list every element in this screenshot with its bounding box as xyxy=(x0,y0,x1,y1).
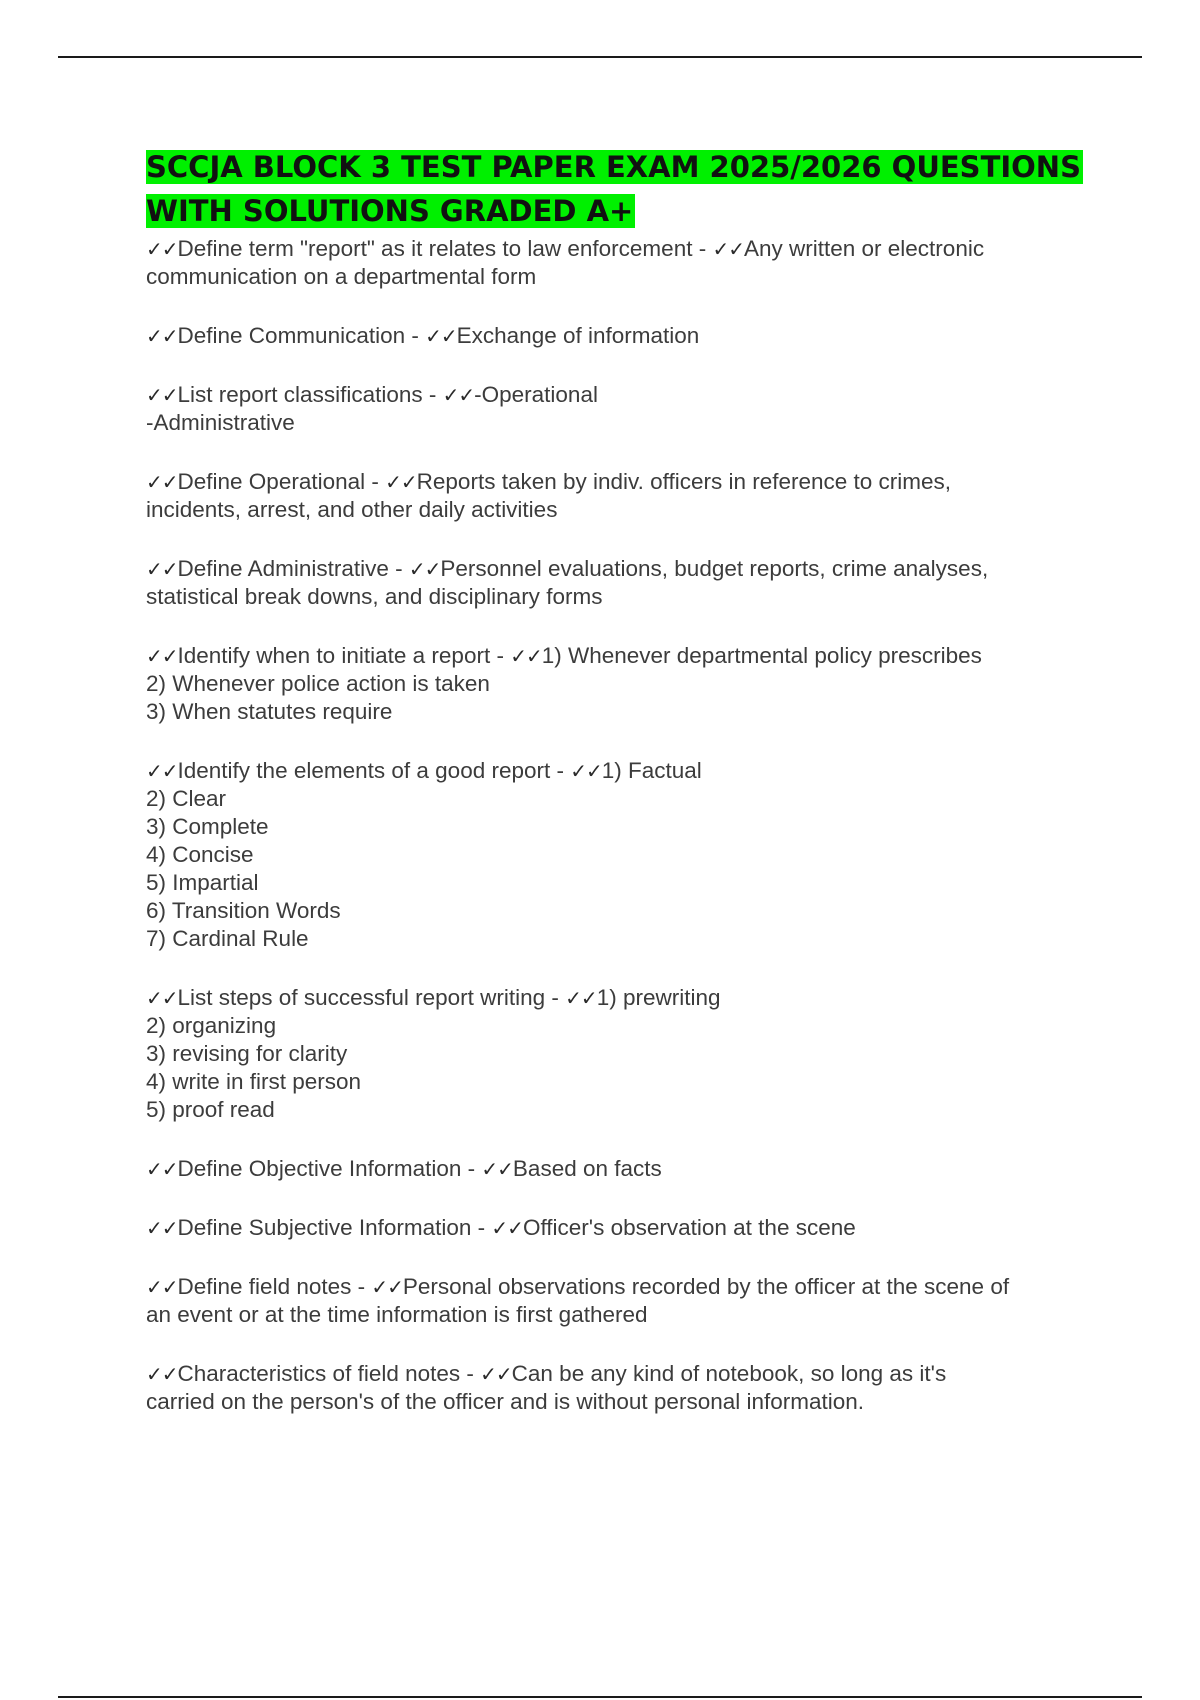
answer-text: Any written or electronic xyxy=(743,236,985,261)
double-check-icon: ✓✓ xyxy=(146,644,178,668)
qa-separator: - xyxy=(351,1274,372,1299)
qa-item xyxy=(146,757,1106,953)
document-body xyxy=(146,145,1106,1447)
double-check-icon: ✓✓ xyxy=(570,759,602,783)
qa-separator: - xyxy=(422,382,443,407)
answer-text: 1) Whenever departmental policy prescribes xyxy=(541,643,982,668)
qa-first-line xyxy=(146,1360,1106,1388)
question-text: Define Administrative xyxy=(177,556,389,581)
double-check-icon: ✓✓ xyxy=(425,324,457,348)
answer-continuation: communication on a departmental form xyxy=(146,264,537,289)
answer-continuation: 4) write in first person xyxy=(146,1069,362,1094)
qa-item xyxy=(146,642,1106,726)
answer-continuation: 2) organizing xyxy=(146,1013,277,1038)
qa-first-line xyxy=(146,757,1106,785)
answer-text: Based on facts xyxy=(512,1156,662,1181)
qa-list xyxy=(146,235,1106,1416)
qa-separator: - xyxy=(550,758,571,783)
qa-separator: - xyxy=(471,1215,492,1240)
double-check-icon: ✓✓ xyxy=(146,986,178,1010)
answer-continuation: -Administrative xyxy=(146,410,295,435)
qa-item xyxy=(146,1273,1106,1329)
double-check-icon: ✓✓ xyxy=(481,1157,513,1181)
qa-item xyxy=(146,322,1106,350)
question-text: Define Objective Information xyxy=(177,1156,462,1181)
answer-text: 1) prewriting xyxy=(596,985,721,1010)
answer-continuation: carried on the person's of the officer and is without personal information. xyxy=(146,1389,865,1414)
answer-text: Can be any kind of notebook, so long as it's xyxy=(511,1361,947,1386)
answer-text: Personnel evaluations, budget reports, crime analyses, xyxy=(440,556,989,581)
answer-text: Exchange of information xyxy=(456,323,700,348)
qa-first-line xyxy=(146,322,1106,350)
qa-separator: - xyxy=(460,1361,481,1386)
qa-separator: - xyxy=(692,236,713,261)
title-highlight: SCCJA BLOCK 3 TEST PAPER EXAM 2025/2026 QUESTIONS WITH SOLUTIONS GRADED A+ xyxy=(146,150,1081,228)
question-text: Define Communication xyxy=(177,323,406,348)
double-check-icon: ✓✓ xyxy=(510,644,542,668)
qa-item xyxy=(146,1155,1106,1183)
double-check-icon: ✓✓ xyxy=(146,324,178,348)
double-check-icon: ✓✓ xyxy=(146,759,178,783)
answer-continuation: 5) Impartial xyxy=(146,870,259,895)
qa-item xyxy=(146,468,1106,524)
qa-separator: - xyxy=(405,323,426,348)
answer-continuation: incidents, arrest, and other daily activities xyxy=(146,497,558,522)
double-check-icon: ✓✓ xyxy=(146,470,178,494)
answer-continuation: 6) Transition Words xyxy=(146,898,341,923)
qa-item xyxy=(146,381,1106,437)
answer-text: 1) Factual xyxy=(601,758,702,783)
double-check-icon: ✓✓ xyxy=(480,1362,512,1386)
qa-separator: - xyxy=(461,1156,482,1181)
answer-text: Reports taken by indiv. officers in reference to crimes, xyxy=(416,469,952,494)
qa-separator: - xyxy=(490,643,511,668)
top-divider xyxy=(58,56,1142,58)
qa-first-line xyxy=(146,468,1106,496)
answer-text: -Operational xyxy=(474,382,598,407)
double-check-icon: ✓✓ xyxy=(146,1157,178,1181)
double-check-icon: ✓✓ xyxy=(385,470,417,494)
answer-continuation: 2) Whenever police action is taken xyxy=(146,671,490,696)
answer-continuation: statistical break downs, and disciplinary forms xyxy=(146,584,603,609)
question-text: Define field notes xyxy=(177,1274,352,1299)
double-check-icon: ✓✓ xyxy=(146,557,178,581)
document-title xyxy=(146,145,1106,233)
question-text: List steps of successful report writing xyxy=(177,985,546,1010)
bottom-divider xyxy=(58,1696,1142,1698)
double-check-icon: ✓✓ xyxy=(371,1275,403,1299)
question-text: Identify the elements of a good report xyxy=(177,758,551,783)
answer-continuation: 3) When statutes require xyxy=(146,699,393,724)
qa-separator: - xyxy=(545,985,566,1010)
answer-continuation: 3) Complete xyxy=(146,814,269,839)
answer-text: Personal observations recorded by the officer at the scene of xyxy=(402,1274,1010,1299)
double-check-icon: ✓✓ xyxy=(408,557,441,581)
qa-first-line xyxy=(146,642,1106,670)
qa-first-line xyxy=(146,984,1106,1012)
question-text: Identify when to initiate a report xyxy=(177,643,491,668)
double-check-icon: ✓✓ xyxy=(565,986,597,1010)
double-check-icon: ✓✓ xyxy=(712,237,744,261)
answer-continuation: 5) proof read xyxy=(146,1097,275,1122)
double-check-icon: ✓✓ xyxy=(146,1216,178,1240)
qa-separator: - xyxy=(388,556,409,581)
question-text: Characteristics of field notes xyxy=(177,1361,461,1386)
double-check-icon: ✓✓ xyxy=(491,1216,523,1240)
qa-item xyxy=(146,1360,1106,1416)
answer-continuation: an event or at the time information is first gathered xyxy=(146,1302,648,1327)
double-check-icon: ✓✓ xyxy=(146,1362,178,1386)
question-text: Define Subjective Information xyxy=(177,1215,472,1240)
answer-continuation: 7) Cardinal Rule xyxy=(146,926,309,951)
qa-first-line xyxy=(146,555,1106,583)
question-text: Define Operational xyxy=(177,469,366,494)
double-check-icon: ✓✓ xyxy=(146,237,178,261)
qa-first-line xyxy=(146,1273,1106,1301)
qa-item xyxy=(146,555,1106,611)
question-text: List report classifications xyxy=(177,382,423,407)
qa-item xyxy=(146,235,1106,291)
qa-item xyxy=(146,984,1106,1124)
answer-continuation: 3) revising for clarity xyxy=(146,1041,348,1066)
qa-item xyxy=(146,1214,1106,1242)
double-check-icon: ✓✓ xyxy=(146,1275,178,1299)
double-check-icon: ✓✓ xyxy=(442,383,475,407)
qa-first-line xyxy=(146,235,1106,263)
double-check-icon: ✓✓ xyxy=(146,383,178,407)
answer-continuation: 2) Clear xyxy=(146,786,227,811)
question-text: Define term "report" as it relates to law enforcement xyxy=(177,236,693,261)
qa-first-line xyxy=(146,1155,1106,1183)
answer-text: Officer's observation at the scene xyxy=(522,1215,856,1240)
qa-separator: - xyxy=(365,469,386,494)
qa-first-line xyxy=(146,1214,1106,1242)
answer-continuation: 4) Concise xyxy=(146,842,254,867)
qa-first-line xyxy=(146,381,1106,409)
